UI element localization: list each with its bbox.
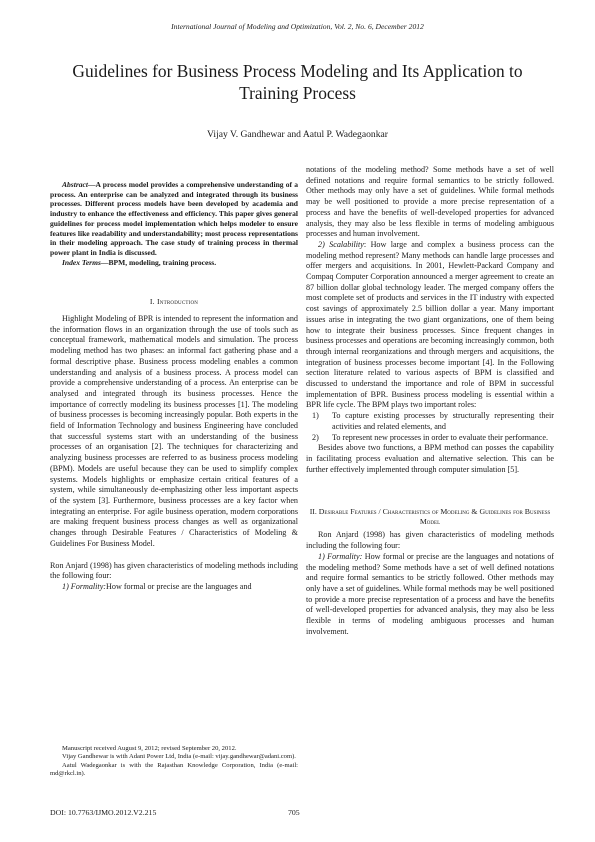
list-number: 1) xyxy=(312,411,319,421)
paper-authors: Vijay V. Gandhewar and Aatul P. Wadegaonkar xyxy=(207,129,388,140)
list-number: 2) xyxy=(312,432,319,442)
section2-formality-text: How formal or precise are the languages and notations of the modeling method? Some methods have a set of well defined notations and require formal semantics to be strictly followed. Other methods may only have a set of guidelines. While formal methods may be well positioned to provide a more precise representation of a process and have the benefits of well-developed properties for advanced analysis, they may also be less flexible in terms of modeling ambiguous processes and human involvement. xyxy=(306,551,554,636)
abstract-label: Abstract xyxy=(62,180,88,189)
roles-list-item xyxy=(306,433,554,444)
index-terms-text: —BPM, modeling, training process. xyxy=(100,257,217,267)
paper-title: Guidelines for Business Process Modeling and Its Application to Training Process xyxy=(72,61,523,103)
abstract xyxy=(50,180,298,258)
roles-list-item xyxy=(306,411,554,432)
footnotes xyxy=(50,745,298,778)
right-column xyxy=(306,165,554,637)
doi: DOI: 10.7763/IJMO.2012.V2.215 xyxy=(50,808,157,817)
formality-text-start: How formal or precise are the languages and xyxy=(106,581,252,591)
formality-paragraph-cont: notations of the modeling method? Some methods have a set of well defined notations and require formal semantics to be strictly followed. Other methods may only have a set of guidelines. While formal methods may be well positioned to provide a more precise representation of a process and have the benefits of well-developed properties for advanced analysis, they may also be less flexible in terms of modeling ambiguous processes and human involvement. xyxy=(306,165,554,239)
section2-intro: Ron Anjard (1998) has given characteristics of modeling methods including the following four: xyxy=(306,530,554,551)
scalability-text: : How large and complex a business process can the modeling method represent? Many methods can handle large processes and offer mergers and acquisitions. In 2001, Hewlett-Packard Company and Compaq Computer Corporation announced a merger agreement to create an 87 billion dollar global technology leader. The merged company offers the most complete set of products and services in the IT industry with expected cost savings of approximately 2.5 billion dollar a year. Many important issues arise in integrating the two giant organizations, one of them being how to integrate their business processes. Since frequent changes in business processes and operations are becoming increasingly common, both through internal reorganizations and through mergers and acquisitions, the integration of business processes become important [4]. In the Following section literature related to various aspects of BPM is classified and discussed to understand the importance and role of BPM in successful implementation of BPR. Business process modeling is essential within a BPR life cycle. The BPM plays two important roles: xyxy=(306,239,554,410)
bpm-functions-paragraph: Besides above two functions, a BPM method can posses the capability in facilitating process evaluation and alternative selection. This can be further effectively implemented through computer simulation [5]. xyxy=(306,443,554,474)
abstract-text: —A process model provides a comprehensive understanding of a process. An enterprise can be analyzed and integrated through its business processes. Different process models have been developed by academia and industry to enhance the effectiveness and efficiency. This paper gives general guidelines for process model implementation which helps modeler to ensure features like readability and understandability; most process representations in their modeling approach. The case study of training process in thermal power plant in India is discussed. xyxy=(50,180,298,257)
index-terms xyxy=(50,258,298,268)
list-text: To capture existing processes by structurally representing their activities and related elements, and xyxy=(332,411,554,431)
list-text: To represent new processes in order to evaluate their performance. xyxy=(332,432,549,442)
footnote-author2: Aatul Wadegaonkar is with the Rajasthan Knowledge Corporation, India (e-mail: md@rkcl.in). xyxy=(50,761,298,777)
section2-formality xyxy=(306,552,554,638)
index-terms-label: Index Terms xyxy=(62,257,101,267)
section-heading-desirable-features: II. Desirable Features / Characteristics of Modeling & Guidelines for Business Model xyxy=(309,507,551,527)
section-heading-introduction: I. Introduction xyxy=(149,297,199,307)
footnote-author1: Vijay Gandhewar is with Adani Power Ltd, India (e-mail: vijay.gandhewar@adani.com). xyxy=(62,753,296,761)
characteristics-intro: Ron Anjard (1998) has given characteristics of modeling methods including the following four: xyxy=(50,560,298,581)
formality-label: 1) Formality: xyxy=(62,581,107,591)
intro-paragraph: Highlight Modeling of BPR is intended to represent the information and the information flows in an organization through the use of tools such as conceptual framework, mathematical models and simulation. The process modeling method has two phases: an informal fact gathering phase and a formal descriptive phase. Business process modeling enables a common understanding and analysis of a business process. A process model can provide a comprehensive understanding of a process. An enterprise can be analysed and integrated through its business processes. Hence the importance of correctly modeling its business processes [1]. The modeling of business processes is becoming increasingly popular. Both experts in the field of Information Technology and business Engineering have concluded that successful systems start with an understanding of the business processes of an organisation [2]. The techniques for characterizing and analyzing business processes are referred to as business process modeling (BPM). Models are useful because they can be used to simplify complex systems. Models highlights or emphasize certain critical features of a system, while simultaneously de-emphasizing other less important aspects of the system [3]. Furthermore, business processes are a key factor when integrating an enterprise. For agile business operation, modern corporations are making frequent business process changes as well as organizational changes through Desirable Features / Characteristics of Modeling & Guidelines For Business Model. xyxy=(50,314,298,548)
footnote-received: Manuscript received August 9, 2012; revised September 20, 2012. xyxy=(62,745,237,752)
scalability-label: 2) Scalability xyxy=(318,239,364,249)
page-number: 705 xyxy=(288,808,300,817)
journal-header: International Journal of Modeling and Optimization, Vol. 2, No. 6, December 2012 xyxy=(171,22,424,31)
formality-paragraph-start xyxy=(50,582,298,593)
scalability-paragraph xyxy=(306,240,554,411)
section2-formality-label: 1) Formality: xyxy=(318,551,363,561)
left-column xyxy=(50,180,298,593)
